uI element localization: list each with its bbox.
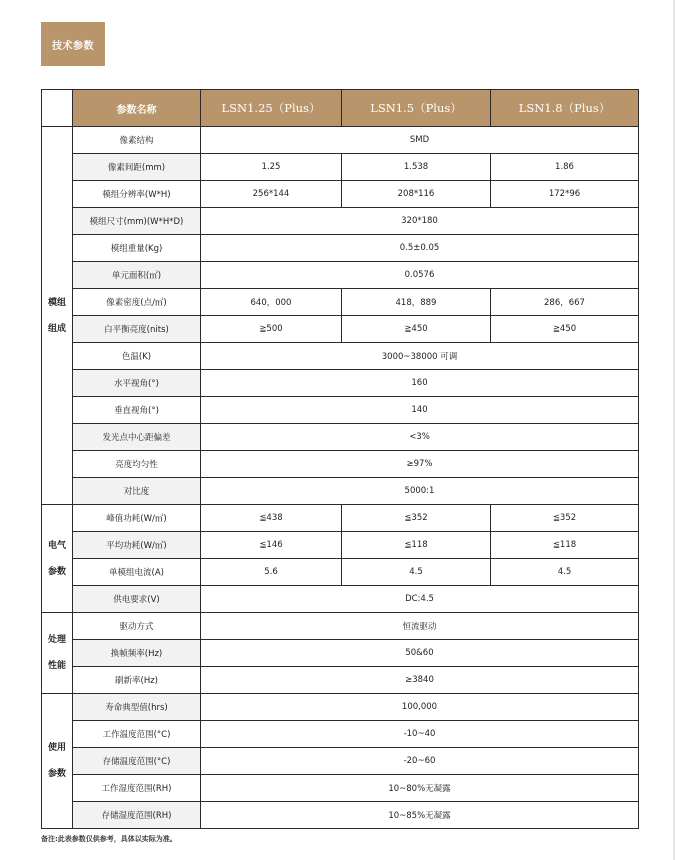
header-model-2: LSN1.5（Plus） — [342, 90, 491, 127]
row-value: <3% — [201, 424, 639, 451]
table-row — [42, 586, 639, 613]
row-value: 0.0576 — [201, 262, 639, 289]
row-value: ≥97% — [201, 451, 639, 478]
table-row — [42, 235, 639, 262]
group-electrical — [42, 505, 73, 613]
group-processing — [42, 613, 73, 694]
table-row — [42, 208, 639, 235]
row-label: 像素结构 — [73, 127, 201, 154]
footnote: 备注:此表参数仅供参考，具体以实际为准。 — [41, 835, 177, 843]
table-row — [42, 667, 639, 694]
row-label: 供电要求(V) — [73, 586, 201, 613]
row-label: 像素密度(点/㎡) — [73, 289, 201, 316]
table-row — [42, 532, 639, 559]
row-value: ≦438 — [201, 505, 342, 532]
row-value: 10~85%无凝露 — [201, 802, 639, 829]
table-row — [42, 127, 639, 154]
row-label: 垂直视角(°) — [73, 397, 201, 424]
row-value: 5.6 — [201, 559, 342, 586]
row-value: 50&60 — [201, 640, 639, 667]
row-value: 208*116 — [342, 181, 491, 208]
row-label: 模组分辨率(W*H) — [73, 181, 201, 208]
group-usage — [42, 694, 73, 829]
row-label: 工作湿度范围(RH) — [73, 775, 201, 802]
table-row — [42, 262, 639, 289]
row-label: 像素间距(mm) — [73, 154, 201, 181]
row-value: 1.538 — [342, 154, 491, 181]
row-label: 刷新率(Hz) — [73, 667, 201, 694]
table-row — [42, 640, 639, 667]
header-param-name: 参数名称 — [73, 90, 201, 127]
row-value: 3000~38000 可调 — [201, 343, 639, 370]
row-value: 320*180 — [201, 208, 639, 235]
table-row — [42, 505, 639, 532]
table-row — [42, 451, 639, 478]
table-row — [42, 397, 639, 424]
header-group-blank — [42, 90, 73, 127]
table-row — [42, 748, 639, 775]
row-value: 140 — [201, 397, 639, 424]
spec-table — [41, 89, 639, 829]
row-value: 160 — [201, 370, 639, 397]
table-row — [42, 559, 639, 586]
table-row — [42, 694, 639, 721]
row-value: ≧450 — [342, 316, 491, 343]
table-row — [42, 424, 639, 451]
row-value: -20~60 — [201, 748, 639, 775]
row-value: 0.5±0.05 — [201, 235, 639, 262]
row-label: 发光点中心距偏差 — [73, 424, 201, 451]
row-value: SMD — [201, 127, 639, 154]
table-row — [42, 289, 639, 316]
row-label: 水平视角(°) — [73, 370, 201, 397]
row-value: 1.25 — [201, 154, 342, 181]
group-label: 处理 — [47, 635, 66, 645]
row-value: 640，000 — [201, 289, 342, 316]
row-value: 4.5 — [491, 559, 639, 586]
row-label: 白平衡亮度(nits) — [73, 316, 201, 343]
row-label: 平均功耗(W/㎡) — [73, 532, 201, 559]
table-header — [42, 90, 639, 127]
table-row — [42, 370, 639, 397]
row-label: 色温(K) — [73, 343, 201, 370]
group-label: 模组 — [47, 297, 66, 308]
group-module — [42, 127, 73, 505]
row-label: 单模组电流(A) — [73, 559, 201, 586]
table-row — [42, 802, 639, 829]
row-value: ≦352 — [342, 505, 491, 532]
row-value: 100,000 — [201, 694, 639, 721]
row-value: 418，889 — [342, 289, 491, 316]
row-label: 模组重量(Kg) — [73, 235, 201, 262]
group-label: 使用 — [47, 743, 66, 753]
header-model-1: LSN1.25（Plus） — [201, 90, 342, 127]
row-value: 1.86 — [491, 154, 639, 181]
row-value: 10~80%无凝露 — [201, 775, 639, 802]
table-row — [42, 181, 639, 208]
group-label: 参数 — [47, 769, 66, 779]
row-label: 存储温度范围(°C) — [73, 748, 201, 775]
table-row — [42, 613, 639, 640]
row-value: ≧450 — [491, 316, 639, 343]
row-label: 对比度 — [73, 478, 201, 505]
group-label: 组成 — [47, 323, 66, 334]
section-tag: 技术参数 — [41, 22, 105, 66]
row-value: 5000:1 — [201, 478, 639, 505]
group-label: 性能 — [47, 661, 66, 671]
row-value: ≦352 — [491, 505, 639, 532]
row-value: ≧500 — [201, 316, 342, 343]
row-value: DC:4.5 — [201, 586, 639, 613]
table-row — [42, 154, 639, 181]
row-label: 存储湿度范围(RH) — [73, 802, 201, 829]
row-label: 驱动方式 — [73, 613, 201, 640]
row-label: 峰值功耗(W/㎡) — [73, 505, 201, 532]
row-value: 172*96 — [491, 181, 639, 208]
row-label: 亮度均匀性 — [73, 451, 201, 478]
row-label: 寿命典型值(hrs) — [73, 694, 201, 721]
row-label: 模组尺寸(mm)(W*H*D) — [73, 208, 201, 235]
table-row — [42, 775, 639, 802]
row-value: 恒流驱动 — [201, 613, 639, 640]
row-value: ≦118 — [491, 532, 639, 559]
table-row — [42, 343, 639, 370]
row-label: 换帧频率(Hz) — [73, 640, 201, 667]
table-row — [42, 478, 639, 505]
row-value: ≥3840 — [201, 667, 639, 694]
row-label: 单元面积(㎡) — [73, 262, 201, 289]
row-value: 256*144 — [201, 181, 342, 208]
row-value: 286，667 — [491, 289, 639, 316]
table-row — [42, 316, 639, 343]
row-value: -10~40 — [201, 721, 639, 748]
row-value: ≦118 — [342, 532, 491, 559]
row-label: 工作温度范围(°C) — [73, 721, 201, 748]
group-label: 电气 — [47, 540, 66, 551]
table-row — [42, 721, 639, 748]
row-value: ≦146 — [201, 532, 342, 559]
row-value: 4.5 — [342, 559, 491, 586]
header-model-3: LSN1.8（Plus） — [491, 90, 639, 127]
group-label: 参数 — [47, 566, 66, 577]
